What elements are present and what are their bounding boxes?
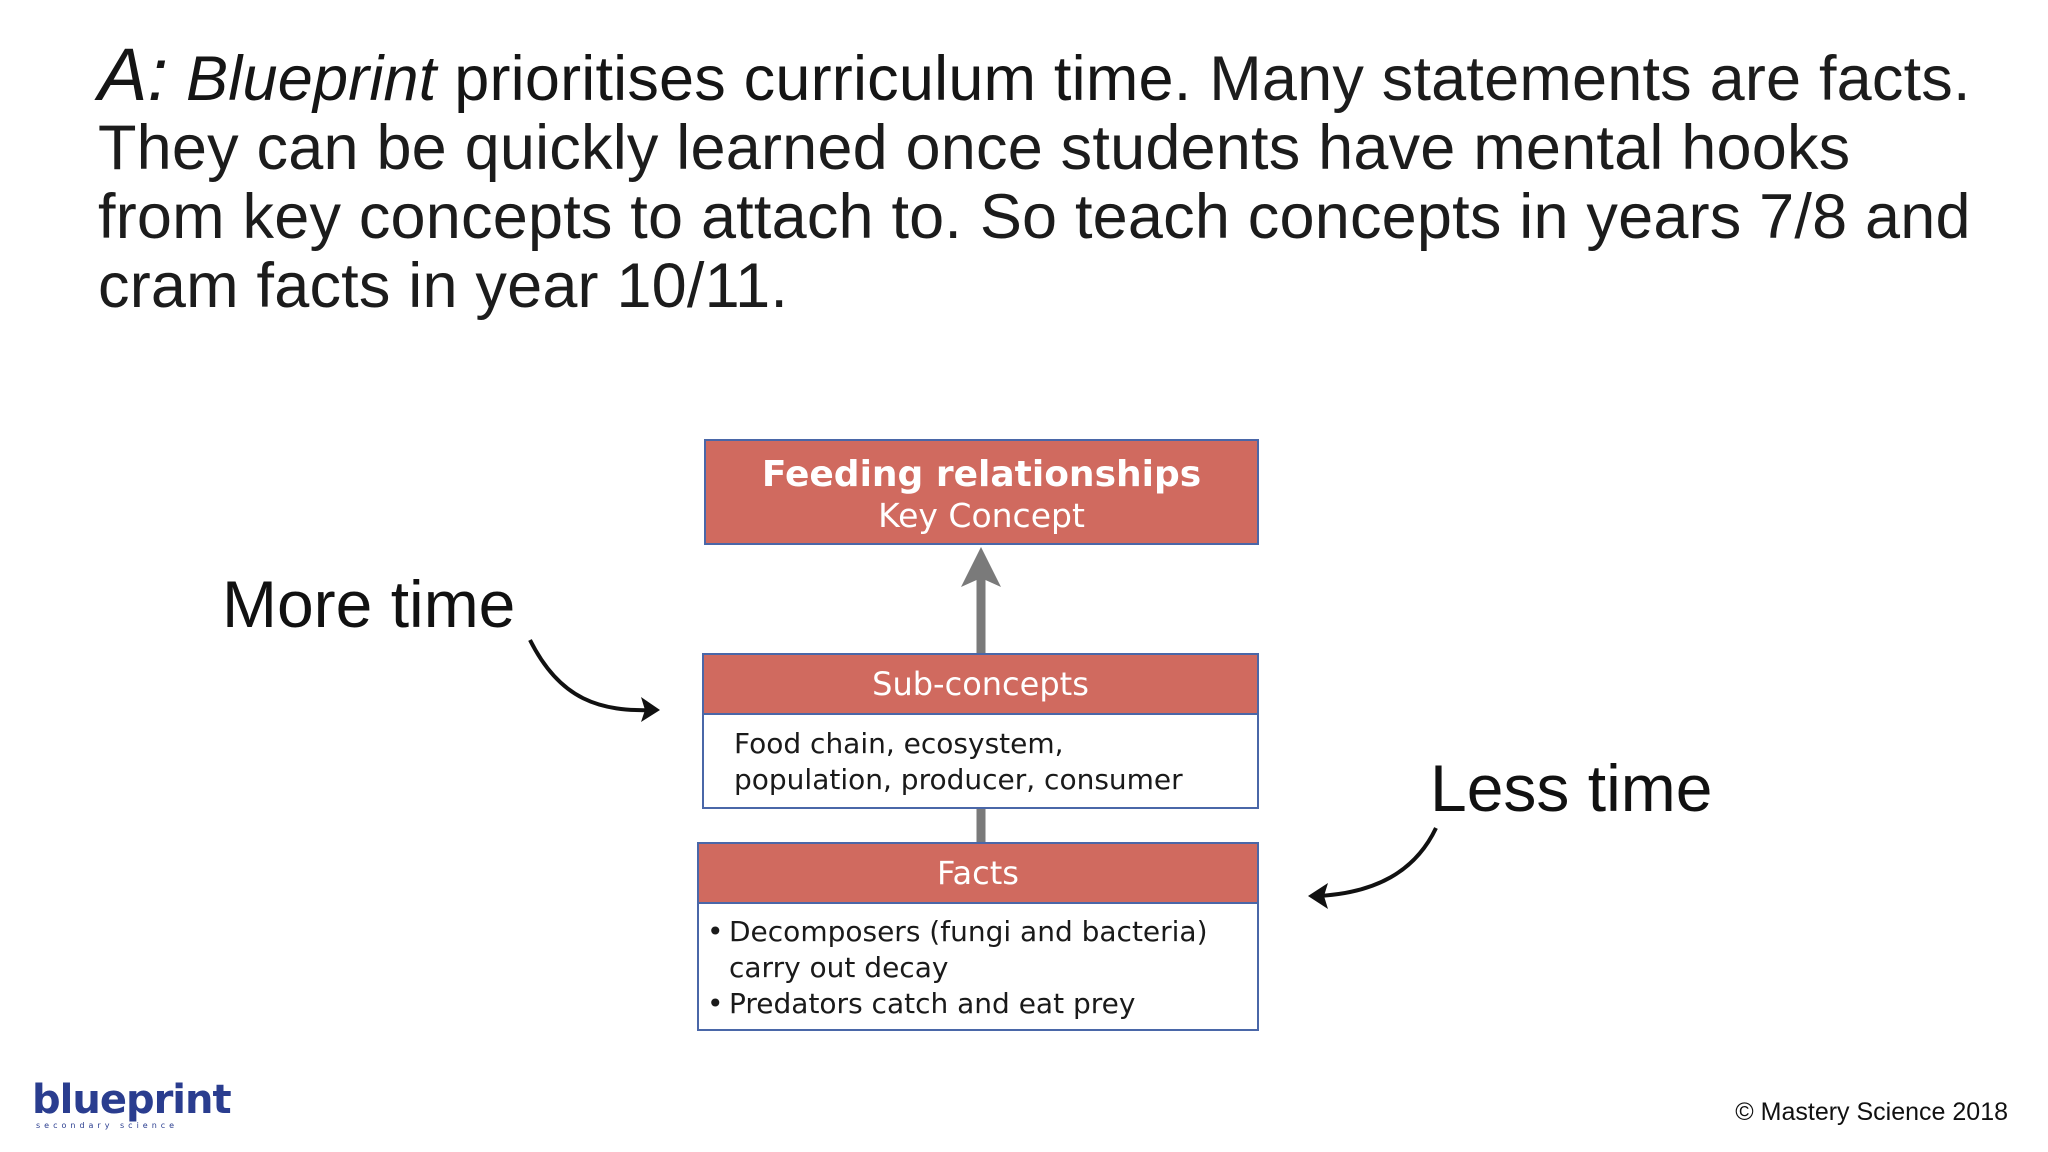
blueprint-logo: [32, 1077, 231, 1132]
sub-concepts-box: [702, 653, 1259, 809]
sub-concepts-line: Food chain, ecosystem,: [734, 727, 1064, 760]
headline-brand: Blueprint: [186, 44, 437, 114]
key-concept-box: [704, 439, 1259, 545]
fact-item: • Predators catch and eat prey: [707, 986, 1257, 1022]
answer-label: A:: [98, 33, 169, 116]
more-time-label: More time: [222, 567, 516, 641]
copyright-notice: © Mastery Science 2018: [1735, 1098, 2008, 1126]
key-concept-title: Feeding relationships: [761, 454, 1202, 495]
less-time-label: Less time: [1430, 751, 1713, 825]
sub-concepts-line: population, producer, consumer: [734, 763, 1183, 796]
logo-tagline: secondary science: [36, 1121, 179, 1130]
sub-concepts-header: Sub-concepts: [704, 655, 1257, 715]
sub-concepts-body: [704, 715, 1257, 798]
more-time-arrow: [530, 640, 655, 710]
facts-body: [699, 904, 1257, 1022]
less-time-arrowhead: [1308, 883, 1328, 909]
facts-box: [697, 842, 1259, 1031]
more-time-arrowhead: [641, 697, 660, 722]
headline-emphasis: prioritises curriculum time.: [454, 44, 1192, 114]
less-time-arrow: [1318, 828, 1436, 896]
facts-header: Facts: [699, 844, 1257, 904]
connector-arrowhead: [961, 547, 1001, 587]
headline: [98, 33, 1978, 321]
headline-body: Many statements are facts. They can be quickly learned once students have mental hooks from key concepts to attach to. So teach concepts in years 7/8 and cram facts in year 10/11.: [98, 44, 1971, 321]
logo-wordmark: blueprint: [32, 1077, 231, 1123]
key-concept-subtitle: Key Concept: [878, 496, 1085, 535]
fact-item: • Decomposers (fungi and bacteria) carry out decay: [707, 914, 1257, 986]
facts-list: [707, 914, 1257, 1022]
